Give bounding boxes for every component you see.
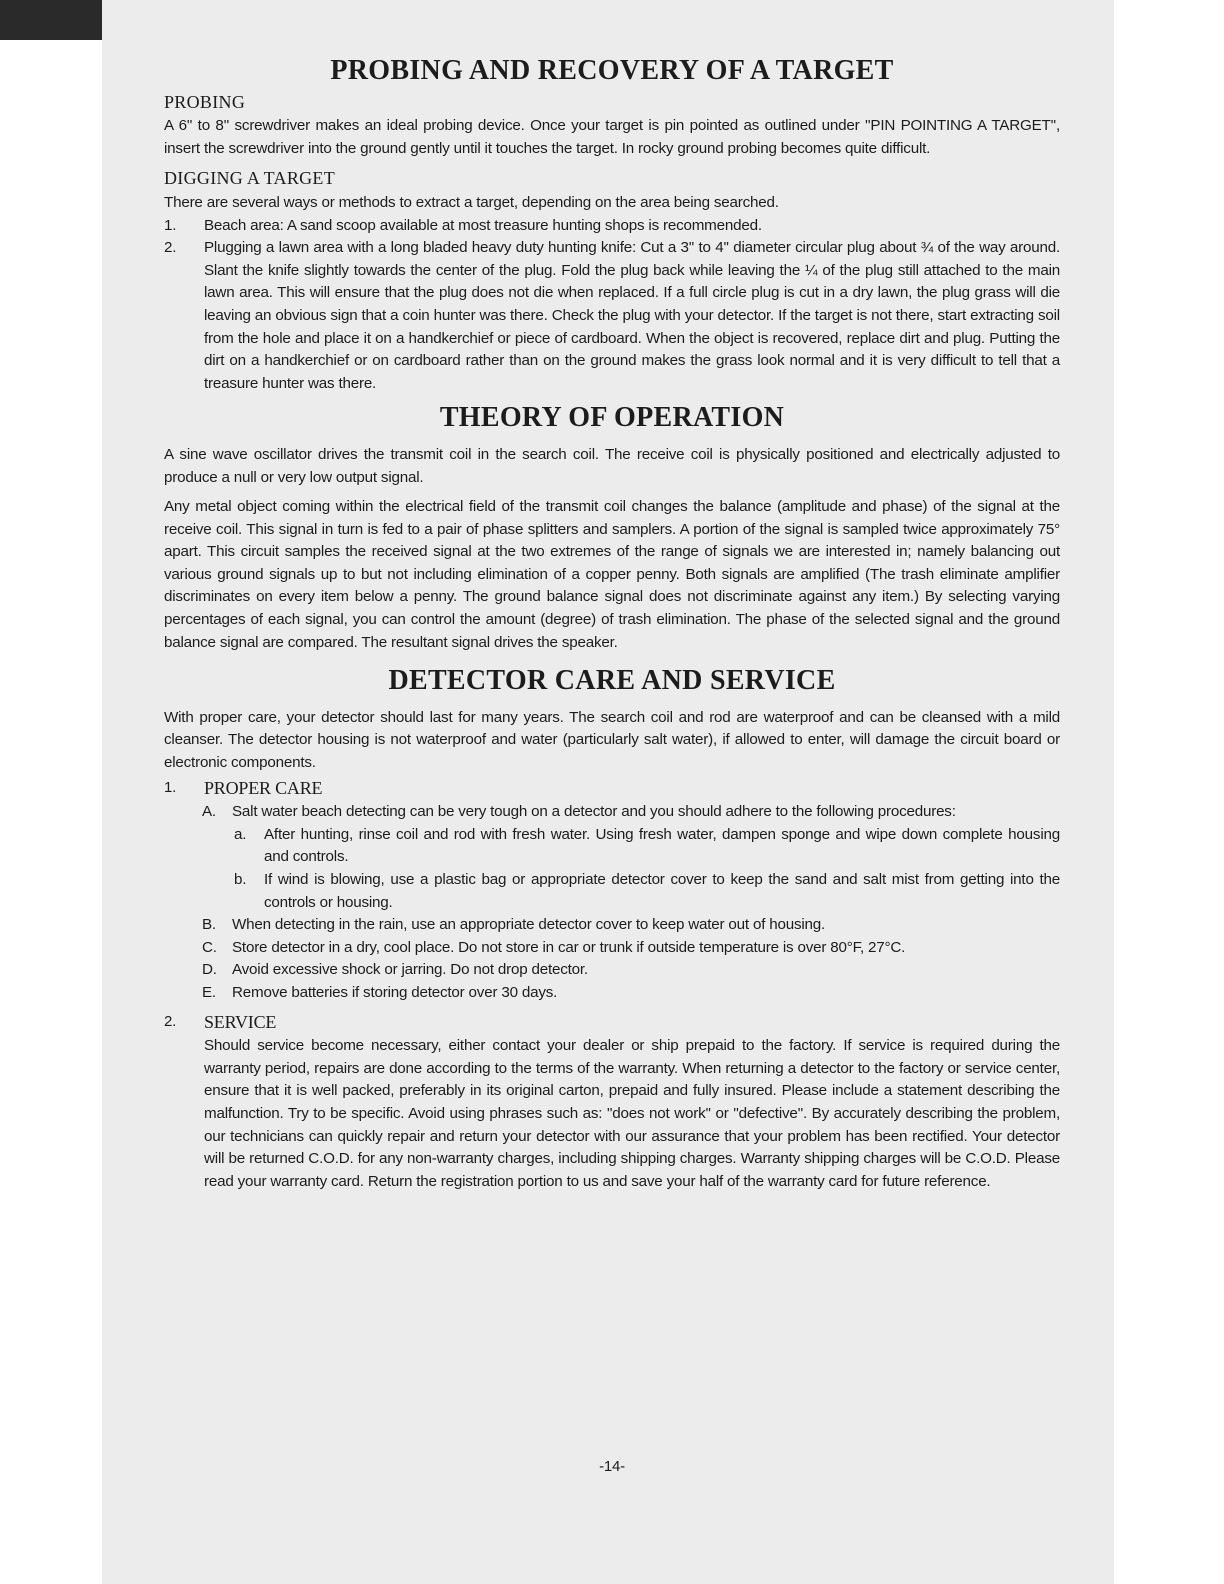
item-text: Remove batteries if storing detector over 30 days. bbox=[232, 983, 558, 1001]
heading-text: SERVICE bbox=[204, 1011, 277, 1032]
section-title-theory: THEORY OF OPERATION bbox=[439, 402, 785, 434]
item-letter: E. bbox=[202, 983, 216, 1001]
page-content bbox=[164, 52, 1060, 1475]
theory-paragraph-1: A sine wave oscillator drives the transmit coil in the search coil. The receive coil is physically positioned and electrically adjusted to produce a null or very low output signal. bbox=[164, 445, 1060, 486]
section-title-probing-recovery: PROBING AND RECOVERY OF A TARGET bbox=[330, 55, 894, 86]
heading-service bbox=[164, 1011, 1060, 1034]
list-item bbox=[164, 215, 1060, 238]
list-item bbox=[164, 237, 1060, 395]
item-text: After hunting, rinse coil and rod with fresh water. Using fresh water, dampen sponge and wipe down complete housing and controls. bbox=[264, 825, 1060, 866]
heading-number: 1. bbox=[164, 778, 177, 796]
care-item-d-upper bbox=[164, 959, 1060, 982]
care-item-c-upper bbox=[164, 937, 1060, 960]
item-text: When detecting in the rain, use an appropriate detector cover to keep water out of housing. bbox=[232, 916, 826, 934]
list-item-number: 2. bbox=[164, 239, 177, 257]
care-subitem-a bbox=[164, 824, 1060, 869]
heading-proper-care bbox=[164, 777, 1060, 800]
page-number: -14- bbox=[599, 1458, 625, 1475]
theory-paragraph-2: Any metal object coming within the electrical field of the transmit coil changes the balance (amplitude and phase) of the signal at the receive coil. This signal in turn is fed to a pair of phase splitters and samplers. A portion of the signal is sampled twice approximately 75° apart. This circuit samples the received signal at the two extremes of the range of signals we are interested in; namely balancing out various ground signals up to but not including elimination of a copper penny. Both signals are amplified (The trash eliminate amplifier discriminates on every item below a penny. The ground balance signal does not discriminate against any item.) By selecting varying percentages of each signal, you can control the amount (degree) of trash elimination. The phase of the selected signal and the ground balance signal are compared. The resultant signal drives the speaker. bbox=[164, 498, 1060, 651]
item-letter: b. bbox=[234, 871, 247, 888]
item-text: Salt water beach detecting can be very tough on a detector and you should adhere to the following procedures: bbox=[232, 803, 956, 821]
item-letter: C. bbox=[202, 938, 217, 956]
digging-list bbox=[164, 215, 1060, 396]
item-letter: D. bbox=[202, 961, 217, 979]
document-page bbox=[102, 0, 1114, 1584]
heading-number: 2. bbox=[164, 1012, 177, 1030]
digging-intro: There are several ways or methods to extract a target, depending on the area being searched. bbox=[164, 193, 779, 211]
care-item-b-upper bbox=[164, 914, 1060, 937]
probing-paragraph: A 6'' to 8'' screwdriver makes an ideal probing device. Once your target is pin pointed as outlined under ''PIN POINTING A TARGET'', insert the screwdriver into the ground gently until it touches the target. In rocky ground probing becomes quite difficult. bbox=[164, 117, 1060, 157]
scan-edge-left bbox=[0, 0, 102, 1584]
heading-probing: PROBING bbox=[164, 91, 246, 112]
item-text: If wind is blowing, use a plastic bag or appropriate detector cover to keep the sand and salt mist from getting into the controls or housing. bbox=[264, 871, 1060, 911]
list-item-text: Plugging a lawn area with a long bladed heavy duty hunting knife: Cut a 3'' to 4'' diameter circular plug about ¾ of the way around. Slant the knife slightly towards the center of the plug. Fold the plug back while leaving the ¼ of the plug still attached to the main lawn area. This will ensure that the plug does not die when replaced. If a full circle plug is cut in a dry lawn, the plug grass will die leaving an obvious sign that a coin hunter was there. Check the plug with your detector. If the target is not there, start extracting soil from the hole and place it on a handkerchief or piece of cardboard. When the object is recovered, replace dirt and plug. Putting the dirt on a handkerchief or on cardboard rather than on the ground makes the grass look normal and it is very difficult to tell that a treasure hunter was there. bbox=[204, 239, 1060, 392]
service-paragraph: Should service become necessary, either contact your dealer or ship prepaid to the factory. If service is required during the warranty period, repairs are done according to the terms of the warranty. When returning a detector to the factory or service center, ensure that it is well packed, preferably in its original carton, prepaid and fully insured. Please include a statement describing the malfunction. Try to be specific. Avoid using phrases such as: ''does not work'' or ''defective''. By accurately describing the problem, our technicians can quickly repair and return your detector with our assurance that your problem has been rectified. Your detector will be returned C.O.D. for any non-warranty charges, including shipping charges. Warranty shipping charges will be C.O.D. Please read your warranty card. Return the registration portion to us and save your half of the warranty card for future reference. bbox=[204, 1037, 1060, 1190]
item-letter: a. bbox=[234, 825, 247, 843]
care-intro: With proper care, your detector should last for many years. The search coil and rod are waterproof and can be cleansed with a mild cleanser. The detector housing is not waterproof and water (particularly salt water), if allowed to enter, will damage the circuit board or electronic components. bbox=[164, 708, 1060, 772]
list-item-number: 1. bbox=[164, 216, 177, 234]
item-text: Store detector in a dry, cool place. Do not store in car or trunk if outside temperature is over 80°F, 27°C. bbox=[232, 938, 906, 956]
care-subitem-b bbox=[164, 869, 1060, 914]
section-title-care-service: DETECTOR CARE AND SERVICE bbox=[388, 665, 836, 697]
item-letter: A. bbox=[202, 803, 216, 821]
scan-margin-right bbox=[1114, 0, 1224, 1584]
list-item-text: Beach area: A sand scoop available at most treasure hunting shops is recommended. bbox=[204, 216, 762, 234]
heading-digging: DIGGING A TARGET bbox=[164, 168, 336, 189]
care-item-e-upper bbox=[164, 982, 1060, 1005]
care-item-a-upper bbox=[164, 801, 1060, 824]
heading-text: PROPER CARE bbox=[204, 777, 323, 798]
item-letter: B. bbox=[202, 916, 216, 934]
item-text: Avoid excessive shock or jarring. Do not drop detector. bbox=[232, 961, 588, 979]
